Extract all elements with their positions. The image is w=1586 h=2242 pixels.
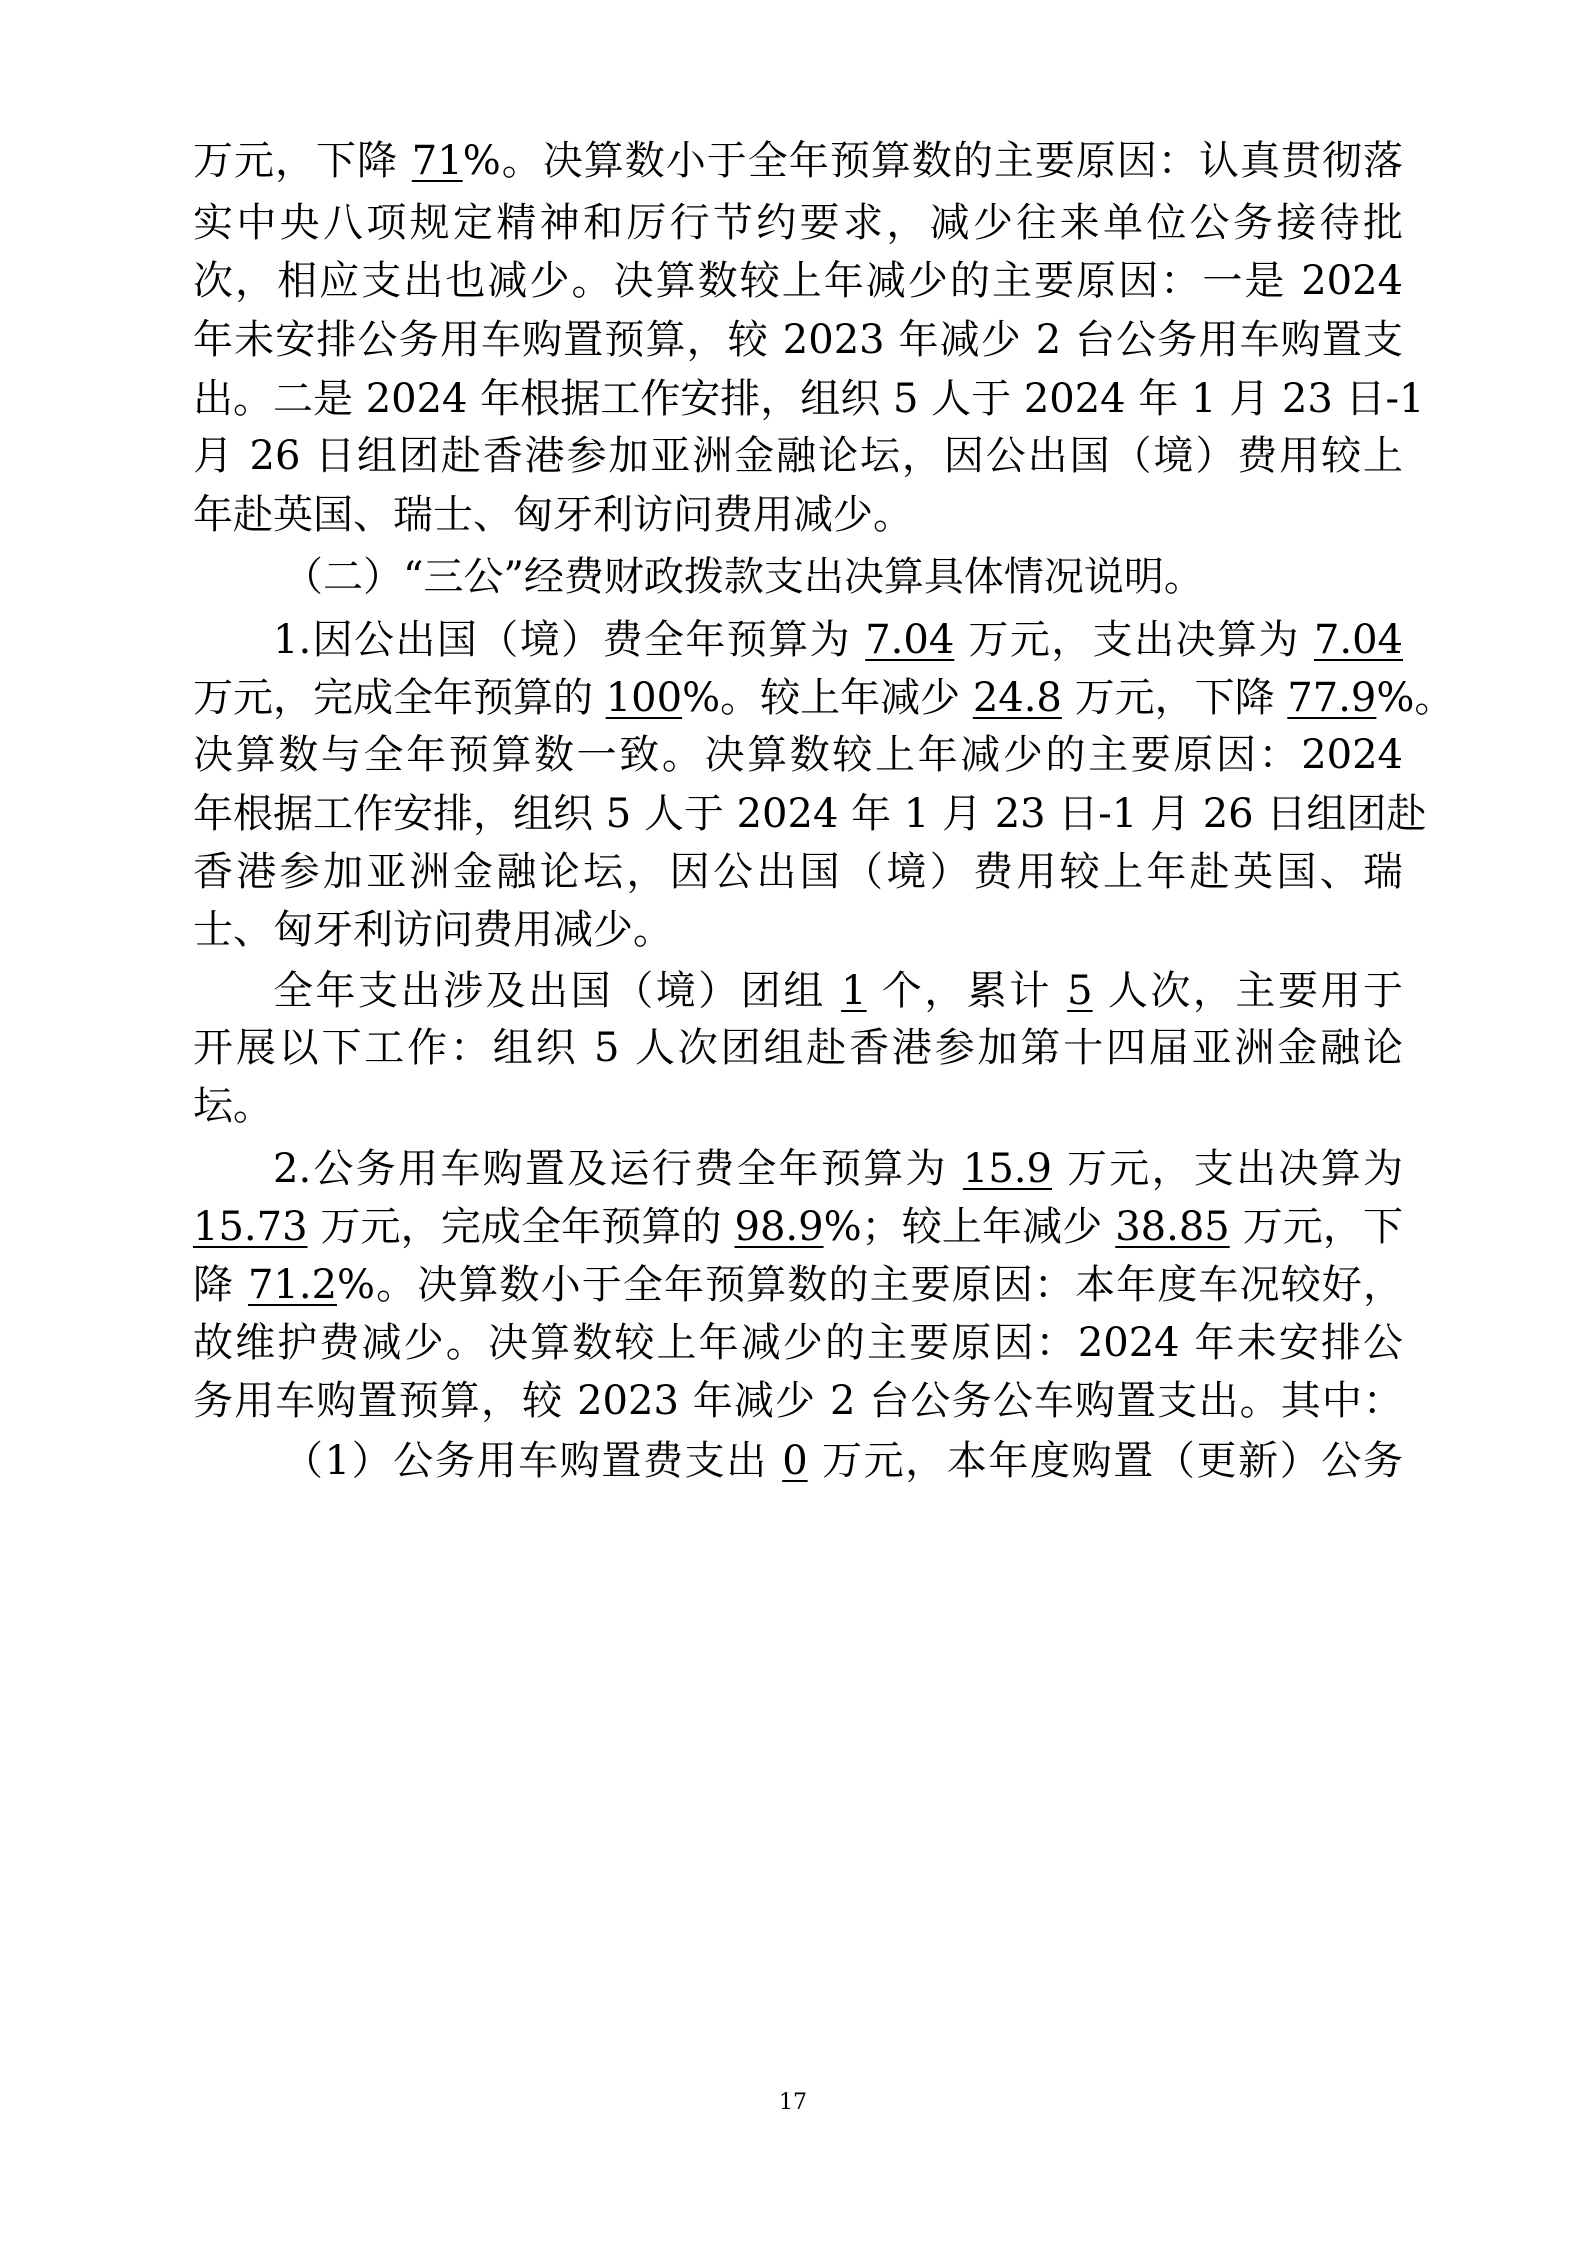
underlined-figure: 98.9 — [734, 1204, 824, 1250]
text-line — [193, 428, 1403, 484]
underlined-figure: 15.73 — [193, 1204, 308, 1250]
text-segment: （1）公务用车购置费支出 — [283, 1438, 783, 1484]
text-segment: 万元，完成全年预算的 — [307, 1204, 735, 1250]
text-segment: %；较上年减少 — [823, 1204, 1116, 1250]
text-segment: 万元，支出决算为 — [1051, 1146, 1403, 1192]
underlined-figure: 71 — [411, 138, 463, 184]
text-segment: 万元，完成全年预算的 — [193, 675, 606, 721]
text-segment: 年未安排公务用车购置预算，较 2023 年减少 2 台公务用车购置支 — [193, 317, 1403, 363]
text-line — [193, 1315, 1403, 1371]
text-line — [193, 549, 1403, 605]
text-segment: 香港参加亚洲金融论坛，因公出国（境）费用较上年赴英国、瑞 — [193, 849, 1403, 895]
text-segment: 决算数与全年预算数一致。决算数较上年减少的主要原因：2024 — [193, 732, 1403, 778]
underlined-figure: 1 — [841, 968, 867, 1014]
text-segment: 年根据工作安排，组织 5 人于 2024 年 1 月 23 日-1 月 26 日组团赴 — [193, 791, 1427, 837]
text-line — [193, 786, 1427, 842]
underlined-figure: 77.9 — [1287, 675, 1377, 721]
text-line — [193, 253, 1403, 309]
text-segment: 2.公务用车购置及运行费全年预算为 — [273, 1146, 963, 1192]
underlined-figure: 15.9 — [962, 1146, 1052, 1192]
underlined-figure: 7.04 — [1313, 617, 1403, 663]
text-segment: 万元，下降 — [193, 138, 412, 184]
text-line — [193, 612, 1403, 668]
text-line — [193, 670, 1455, 726]
text-line — [193, 312, 1403, 368]
text-segment: 万元，下 — [1229, 1204, 1403, 1250]
text-line — [193, 963, 1403, 1019]
text-line — [193, 1199, 1403, 1255]
text-segment: 出。二是 2024 年根据工作安排，组织 5 人于 2024 年 1 月 23 日-1 — [193, 376, 1425, 422]
text-segment: 开展以下工作：组织 5 人次团组赴香港参加第十四届亚洲金融论 — [193, 1025, 1403, 1071]
text-segment: 万元，下降 — [1061, 675, 1288, 721]
text-line — [193, 1141, 1403, 1197]
text-segment: 月 26 日组团赴香港参加亚洲金融论坛，因公出国（境）费用较上 — [193, 433, 1403, 479]
text-line — [193, 371, 1425, 427]
text-segment: 故维护费减少。决算数较上年减少的主要原因：2024 年未安排公 — [193, 1320, 1403, 1366]
text-segment: 人次，主要用于 — [1092, 968, 1403, 1014]
underlined-figure: 100 — [605, 675, 683, 721]
text-segment: 个，累计 — [866, 968, 1068, 1014]
text-line — [193, 1257, 1403, 1313]
page-number: 17 — [779, 2090, 807, 2115]
text-segment: 务用车购置预算，较 2023 年减少 2 台公务公车购置支出。其中： — [193, 1378, 1403, 1424]
underlined-figure: 0 — [782, 1438, 808, 1484]
text-line — [193, 487, 1403, 543]
text-segment: %。 — [1376, 675, 1455, 721]
underlined-figure: 7.04 — [865, 617, 955, 663]
text-segment: （二）“三公”经费财政拨款支出决算具体情况说明。 — [283, 554, 1204, 600]
text-segment: 士、匈牙利访问费用减少。 — [193, 907, 673, 953]
text-segment: 万元，本年度购置（更新）公务 — [807, 1438, 1403, 1484]
text-segment: 全年支出涉及出国（境）团组 — [273, 968, 842, 1014]
text-line — [193, 902, 1403, 958]
text-line — [193, 133, 1403, 189]
underlined-figure: 38.85 — [1115, 1204, 1230, 1250]
text-line — [193, 844, 1403, 900]
text-line — [193, 1373, 1403, 1429]
text-segment: 1.因公出国（境）费全年预算为 — [273, 617, 866, 663]
text-segment: 次，相应支出也减少。决算数较上年减少的主要原因：一是 2024 — [193, 258, 1403, 304]
underlined-figure: 5 — [1067, 968, 1093, 1014]
text-line — [193, 1020, 1403, 1076]
text-line — [193, 1078, 1403, 1134]
text-segment: 坛。 — [193, 1083, 273, 1129]
text-segment: 万元，支出决算为 — [954, 617, 1314, 663]
text-segment: 实中央八项规定精神和厉行节约要求，减少往来单位公务接待批 — [193, 200, 1403, 246]
text-line — [193, 727, 1403, 783]
text-segment: 降 — [193, 1262, 248, 1308]
text-segment: 年赴英国、瑞士、匈牙利访问费用减少。 — [193, 492, 913, 538]
text-segment: %。决算数小于全年预算数的主要原因：认真贯彻落 — [462, 138, 1403, 184]
text-segment: %。较上年减少 — [682, 675, 973, 721]
text-line — [193, 1433, 1403, 1489]
text-line — [193, 195, 1403, 251]
text-segment: %。决算数小于全年预算数的主要原因：本年度车况较好， — [337, 1262, 1403, 1308]
underlined-figure: 71.2 — [247, 1262, 338, 1308]
underlined-figure: 24.8 — [972, 675, 1062, 721]
